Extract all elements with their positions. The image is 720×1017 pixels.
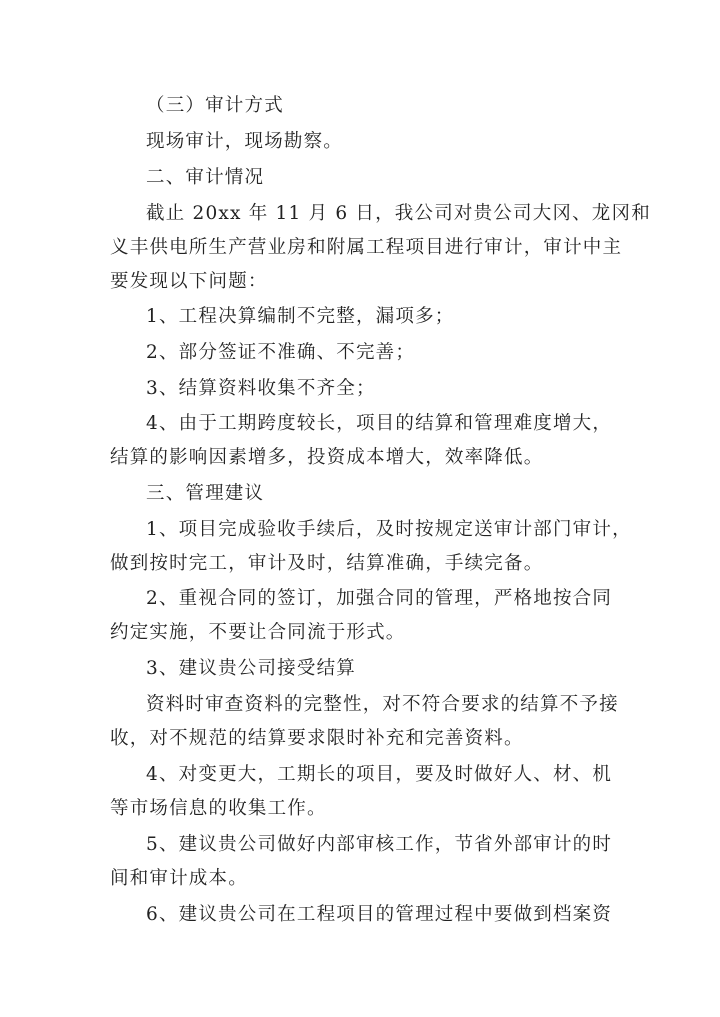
list-item: 2、部分签证不准确、不完善； [146,342,416,363]
section-heading-audit-method: （三）审计方式 [146,95,284,116]
list-item: 4、由于工期跨度较长，项目的结算和管理难度增大， [146,413,613,434]
paragraph-line: 要发现以下问题： [110,271,268,292]
paragraph-line: 义丰供电所生产营业房和附属工程项目进行审计，审计中主 [110,237,623,258]
paragraph-line: 间和审计成本。 [110,868,248,889]
section-heading-audit-status: 二、审计情况 [146,167,265,188]
paragraph-line: 约定实施，不要让合同流于形式。 [110,622,406,643]
paragraph-line: 截止 20xx 年 11 月 6 日，我公司对贵公司大冈、龙冈和 [146,203,651,224]
list-item: 1、工程决算编制不完整，漏项多； [146,306,455,327]
list-item: 6、建议贵公司在工程项目的管理过程中要做到档案资 [146,904,613,925]
paragraph-line: 资料时审查资料的完整性，对不符合要求的结算不予接 [146,694,619,715]
paragraph-line: 结算的影响因素增多，投资成本增大，效率降低。 [110,447,544,468]
list-item: 4、对变更大，工期长的项目，要及时做好人、材、机 [146,764,613,785]
paragraph-line: 收，对不规范的结算要求限时补充和完善资料。 [110,728,524,749]
paragraph-line: 做到按时完工，审计及时，结算准确，手续完备。 [110,553,544,574]
list-item: 3、建议贵公司接受结算 [146,658,356,679]
list-item: 2、重视合同的签订，加强合同的管理，严格地按合同 [146,588,613,609]
paragraph-line: 等市场信息的收集工作。 [110,798,327,819]
list-item: 1、项目完成验收手续后，及时按规定送审计部门审计， [146,519,632,540]
section-heading-management-advice: 三、管理建议 [146,483,265,504]
paragraph-line: 现场审计，现场勘察。 [146,131,344,152]
list-item: 3、结算资料收集不齐全； [146,378,376,399]
list-item: 5、建议贵公司做好内部审核工作，节省外部审计的时 [146,834,613,855]
